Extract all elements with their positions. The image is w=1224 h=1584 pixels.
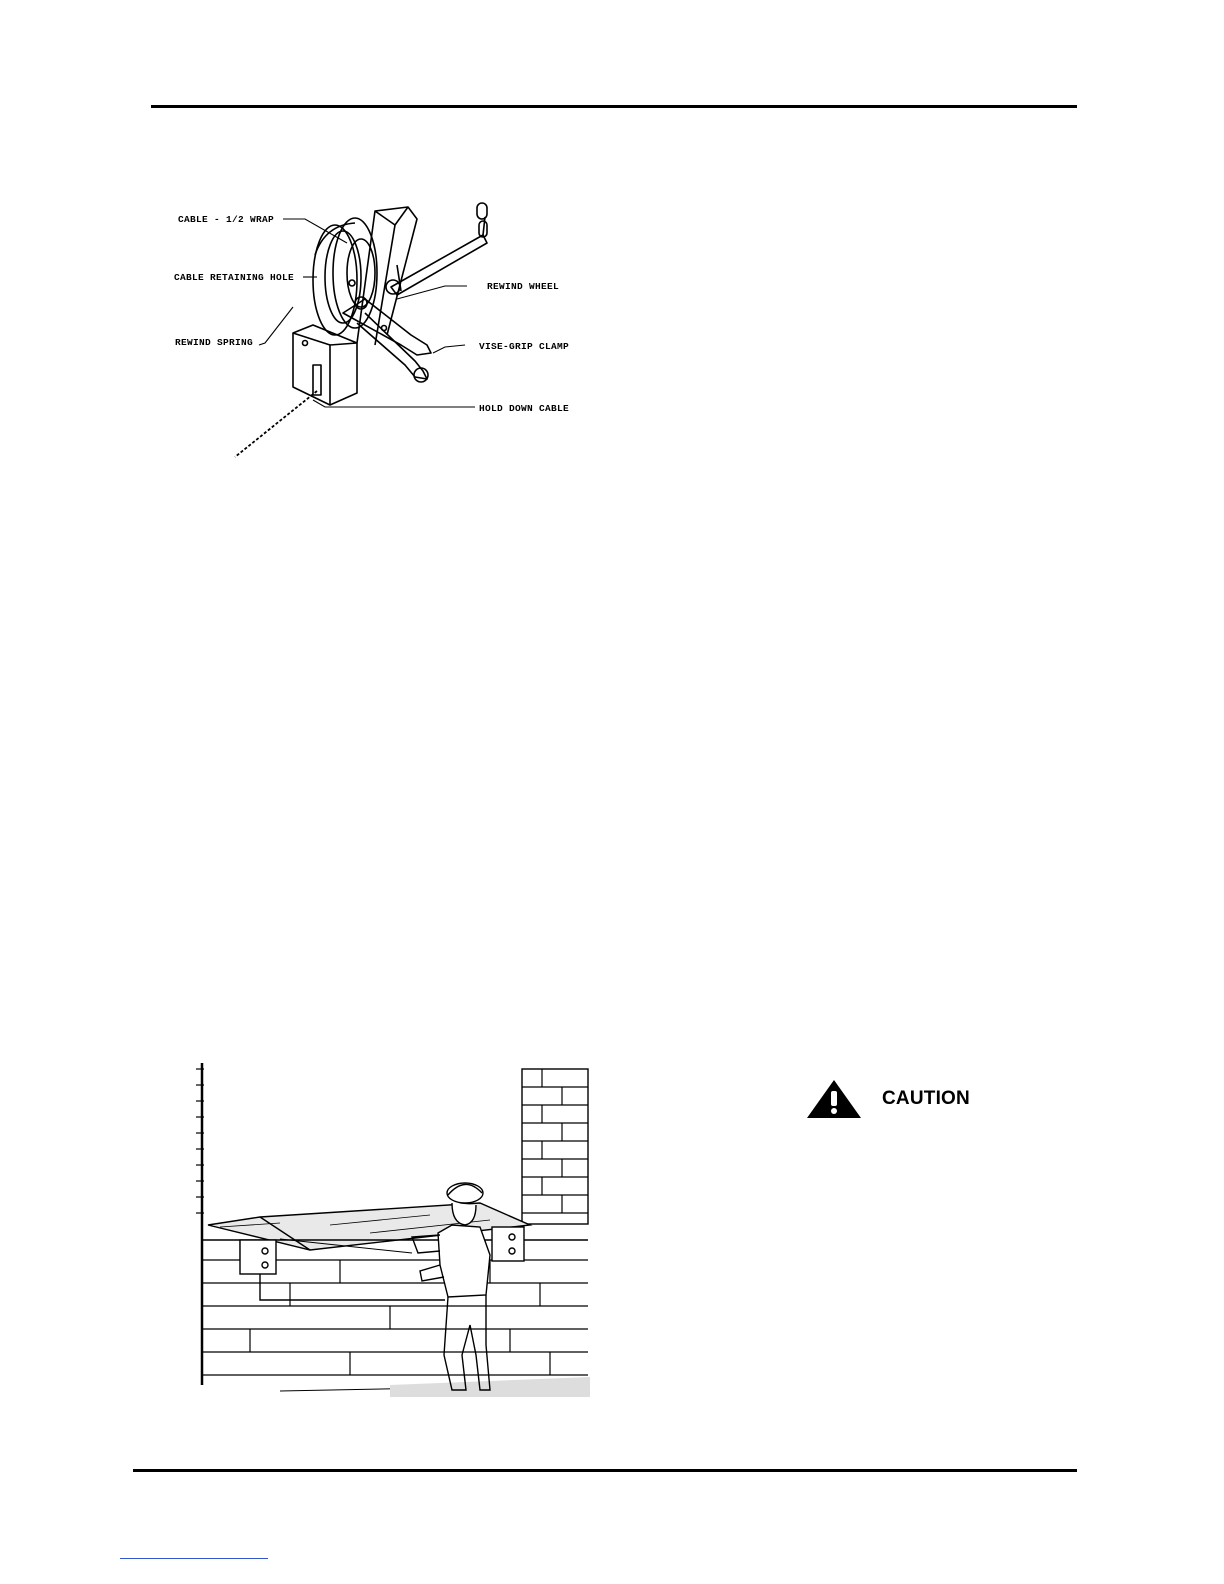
footer-link-underline: [120, 1558, 268, 1559]
callout-cable-retaining-hole: CABLE RETAINING HOLE: [174, 272, 295, 283]
winch-diagram: [165, 195, 590, 465]
callout-hold-down-cable: HOLD DOWN CABLE: [479, 403, 570, 414]
callout-rewind-spring: REWIND SPRING: [175, 337, 254, 348]
header-rule: [151, 105, 1077, 108]
callout-vise-grip-clamp: VISE-GRIP CLAMP: [479, 341, 570, 352]
caution-notice: [806, 1079, 970, 1119]
warning-triangle-icon: [806, 1079, 862, 1119]
callout-cable-wrap: CABLE - 1/2 WRAP: [178, 214, 275, 225]
dock-leveler-illustration: [190, 1055, 590, 1400]
callout-rewind-wheel: REWIND WHEEL: [487, 281, 560, 292]
footer-rule: [133, 1469, 1077, 1472]
caution-label: CAUTION: [882, 1088, 970, 1109]
